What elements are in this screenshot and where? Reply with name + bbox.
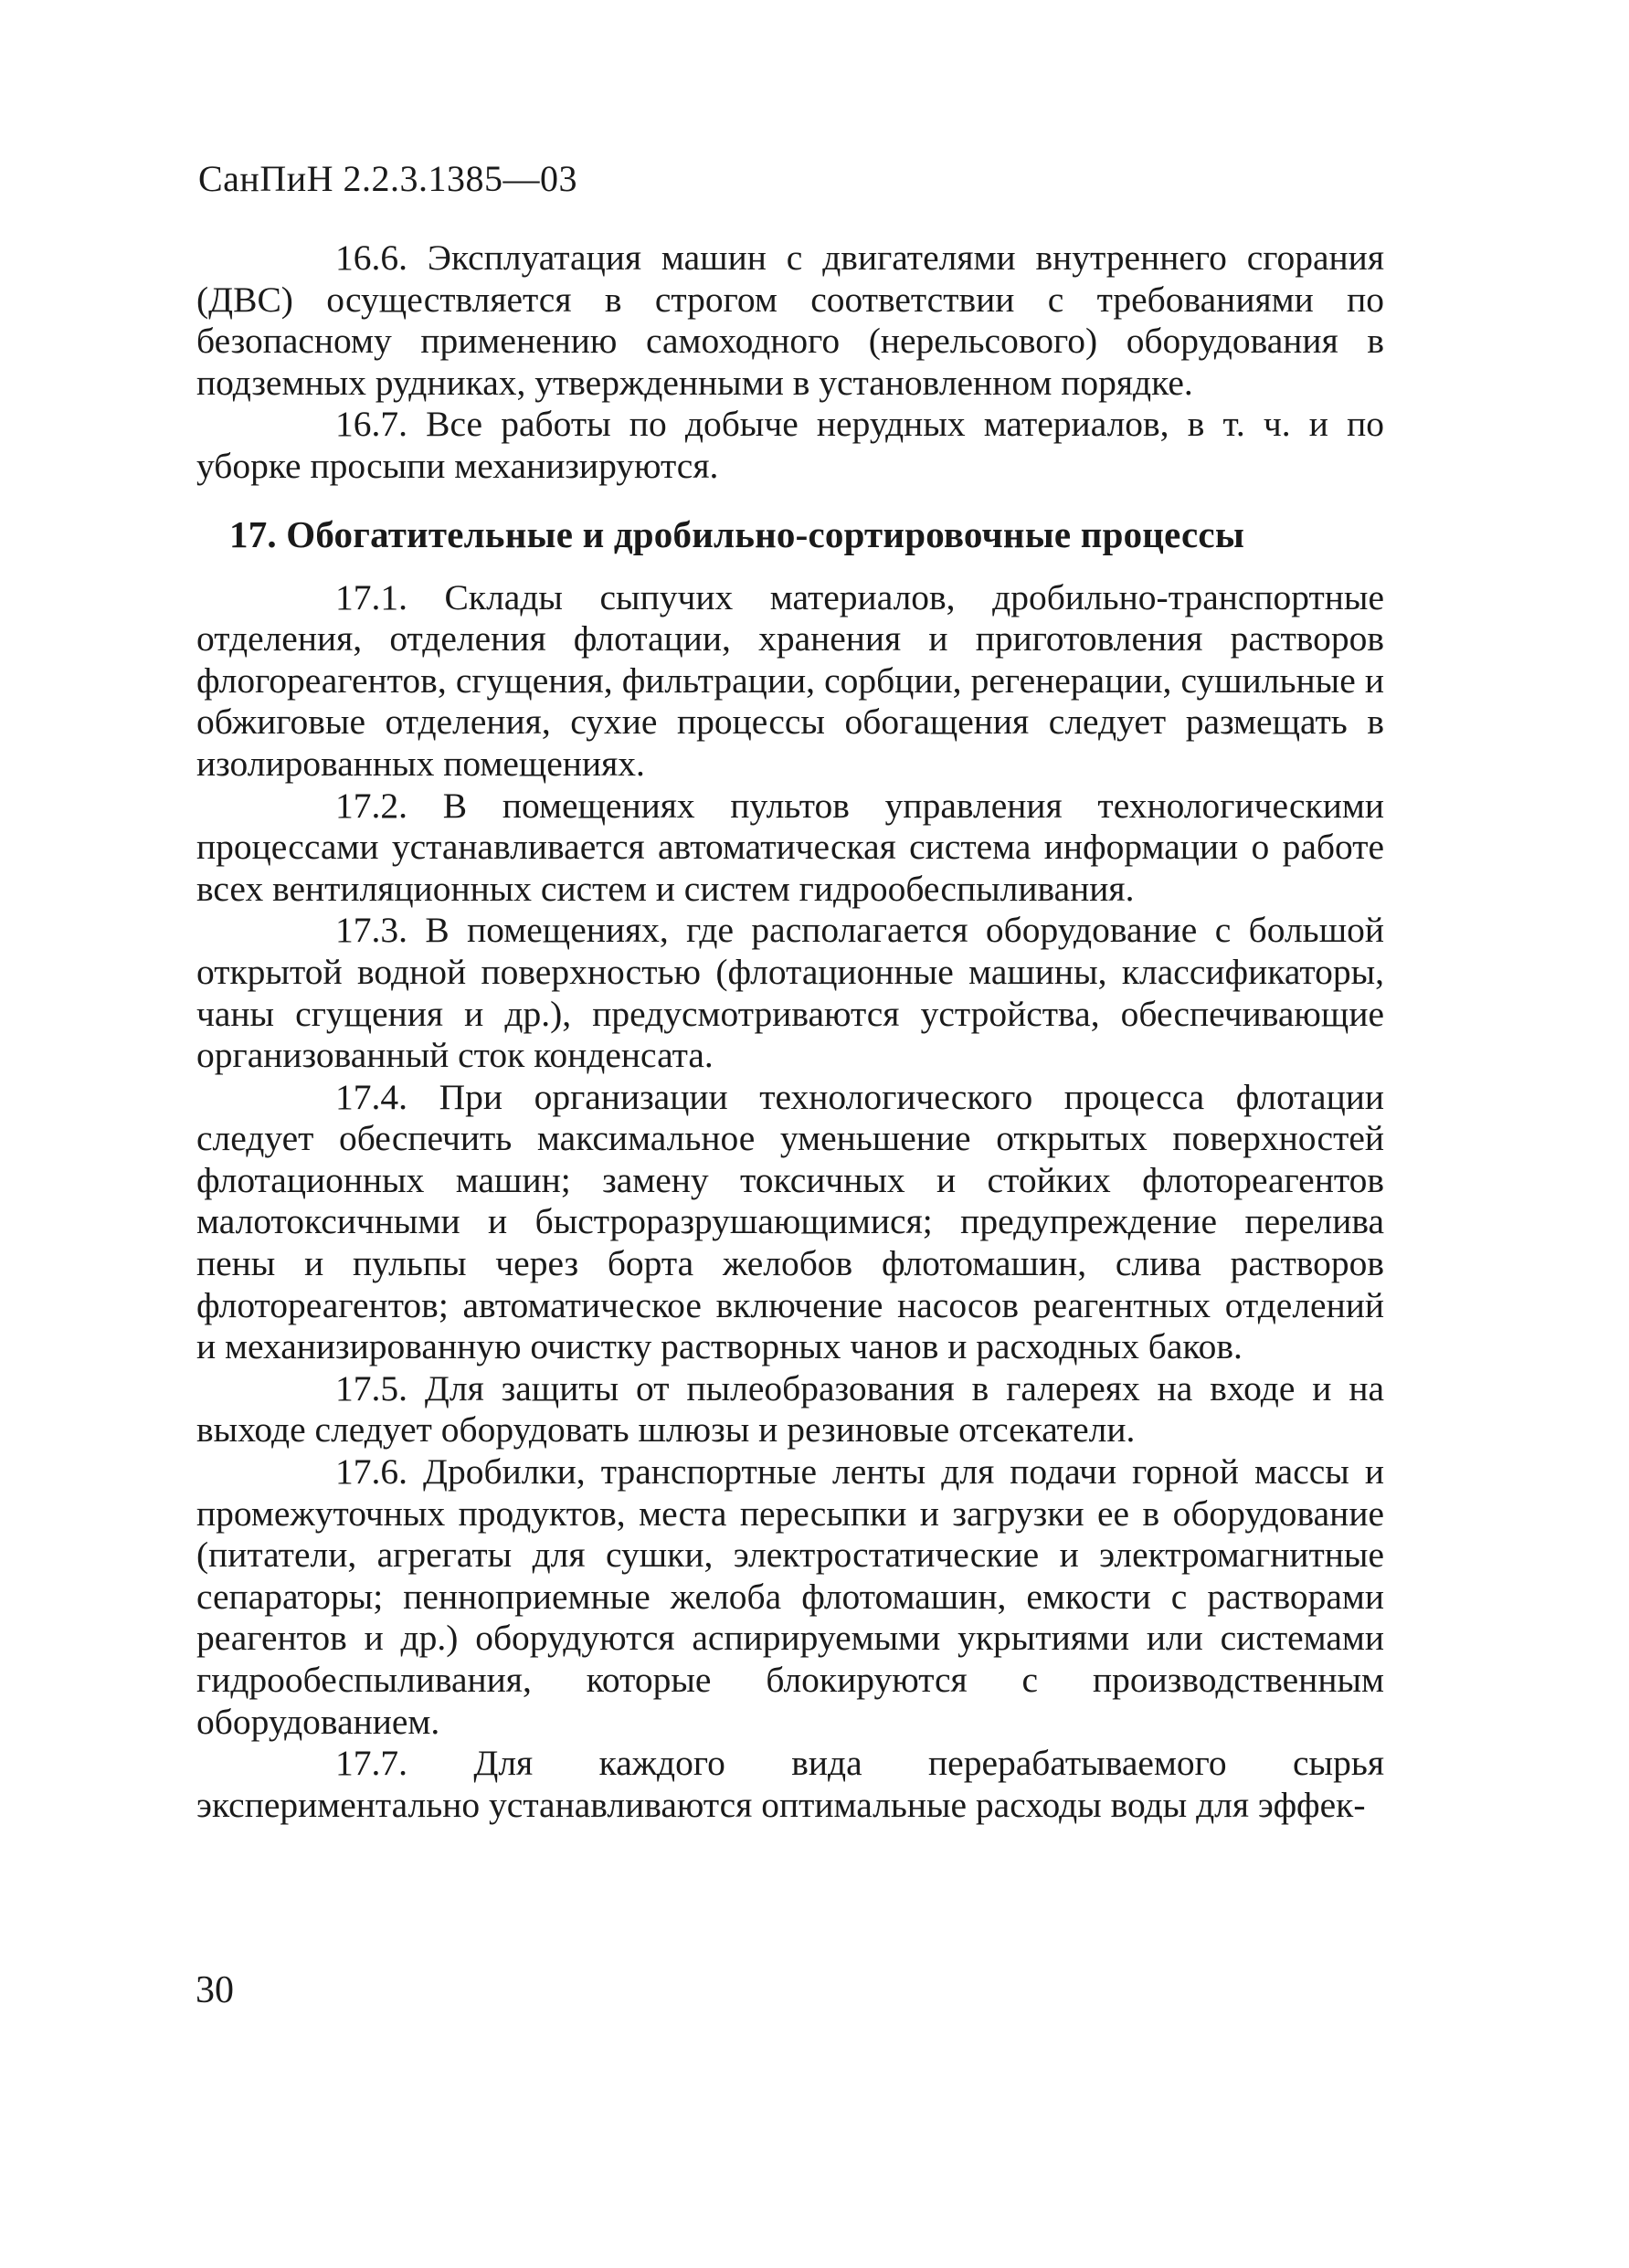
running-header: СанПиН 2.2.3.1385—03 xyxy=(198,158,578,199)
paragraph-17-5: 17.5. Для защиты от пылеобразования в галереях на входе и на выходе следует оборудовать шлюзы и резиновые отсекатели. xyxy=(196,1367,1384,1450)
paragraph-17-3: 17.3. В помещениях, где располагается оборудование с большой открытой водной поверхностью (флотационные машины, классификаторы, чаны сгущения и др.), предусмотриваются устройства, обеспечивающие организованный сток конденсата. xyxy=(196,910,1384,1076)
page-number: 30 xyxy=(196,1969,234,2011)
paragraph-17-4: 17.4. При организации технологического процесса флотации следует обеспечить максимальное уменьшение открытых поверхностей флотационных машин; замену токсичных и стойких флотореагентов малотоксичными и быстроразрушающимися; предупреждение перелива пены и пульпы через борта желобов флотомашин, слива растворов флотореагентов; автоматическое включение насосов реагентных отделений и механизированную очистку растворных чанов и расходных баков. xyxy=(196,1076,1384,1367)
paragraph-17-1: 17.1. Склады сыпучих материалов, дробильно-транспортные отделения, отделения флотации, хранения и приготовления растворов флогореагентов, сгущения, фильтрации, сорбции, регенерации, сушильные и обжиговые отделения, сухие процессы обогащения следует размещать в изолированных помещениях. xyxy=(196,576,1384,784)
paragraph-16-7: 16.7. Все работы по добыче нерудных материалов, в т. ч. и по уборке просыпи механизируются. xyxy=(196,404,1384,486)
body-text xyxy=(196,237,1384,1826)
section-heading-17: 17. Обогатительные и дробильно-сортировочные процессы xyxy=(229,512,1245,555)
paragraph-17-7: 17.7. Для каждого вида перерабатываемого сырья экспериментально устанавливаются оптимальные расходы воды для эффек- xyxy=(196,1743,1384,1825)
paragraph-17-2: 17.2. В помещениях пультов управления технологическими процессами устанавливается автоматическая система информации о работе всех вентиляционных систем и систем гидрообеспыливания. xyxy=(196,785,1384,909)
paragraph-17-6: 17.6. Дробилки, транспортные ленты для подачи горной массы и промежуточных продуктов, места пересыпки и загрузки ее в оборудование (питатели, агрегаты для сушки, электростатические и электромагнитные сепараторы; пенноприемные желоба флотомашин, емкости с растворами реагентов и др.) оборудуются аспирируемыми укрытиями или системами гидрообеспыливания, которые блокируются с производственным оборудованием. xyxy=(196,1451,1384,1742)
paragraph-16-6: 16.6. Эксплуатация машин с двигателями внутреннего сгорания (ДВС) осуществляется в строгом соответствии с требованиями по безопасному применению самоходного (нерельсового) оборудования в подземных рудниках, утвержденными в установленном порядке. xyxy=(196,237,1384,403)
